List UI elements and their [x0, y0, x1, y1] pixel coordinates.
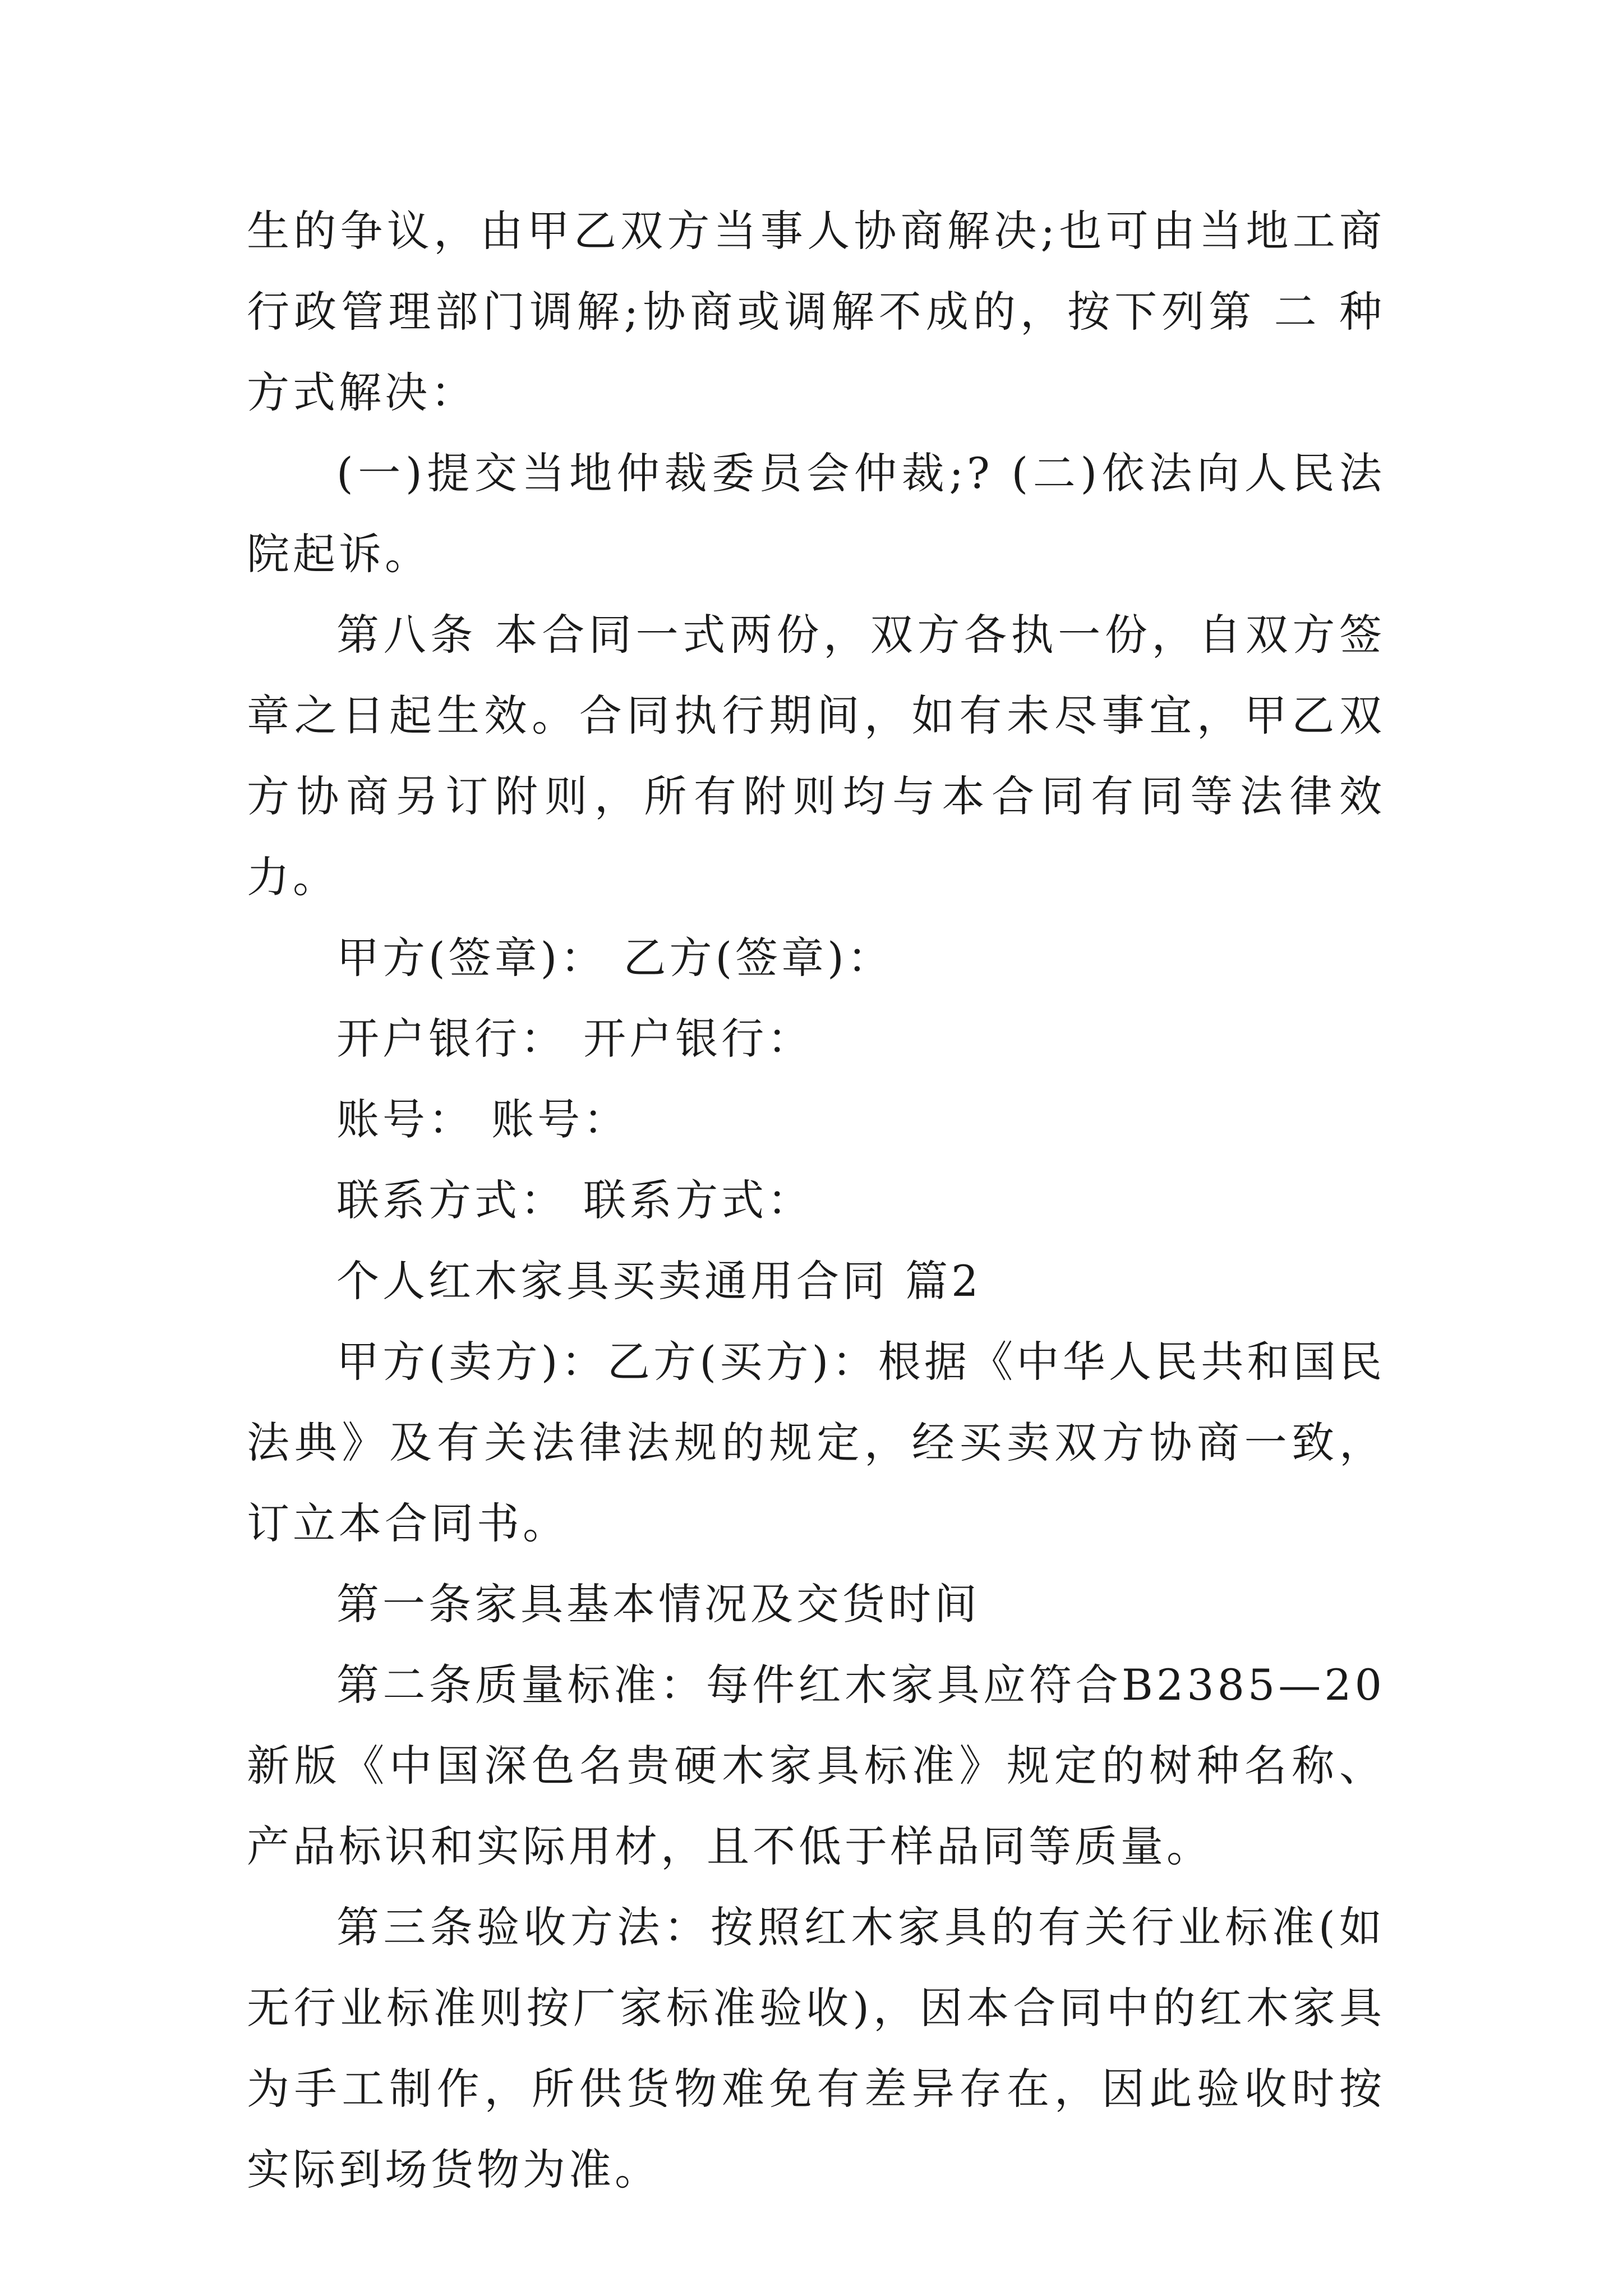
paragraph-arbitration-options: (一)提交当地仲裁委员会仲裁;? (二)依法向人民法院起诉。 — [247, 448, 1385, 579]
paragraph-parties-preamble: 甲方(卖方)：乙方(买方)：根据《中华人民共和国民法典》及有关法律法规的规定，经买卖双方协商一致，订立本合同书。 — [247, 1337, 1385, 1548]
bank-line: 开户银行： 开户银行： — [336, 1014, 814, 1064]
account-line: 账号： 账号： — [336, 1094, 630, 1144]
contact-line: 联系方式： 联系方式： — [336, 1175, 814, 1225]
paragraph-article-1: 第一条家具基本情况及交货时间 — [336, 1579, 980, 1629]
signature-line: 甲方(签章)： 乙方(签章)： — [336, 933, 893, 983]
paragraph-dispute-resolution: 生的争议，由甲乙双方当事人协商解决;也可由当地工商行政管理部门调解;协商或调解不成的，按下列第 二 种方式解决： — [247, 206, 1385, 417]
paragraph-article-2: 第二条质量标准：每件红木家具应符合B2385—20新版《中国深色名贵硬木家具标准》规定的树种名称、产品标识和实际用材，且不低于样品同等质量。 — [247, 1660, 1385, 1871]
document-body — [247, 191, 1385, 2210]
section-title: 个人红木家具买卖通用合同 篇2 — [336, 1256, 982, 1306]
paragraph-article-3: 第三条验收方法：按照红木家具的有关行业标准(如无行业标准则按厂家标准验收)，因本合同中的红木家具为手工制作，所供货物难免有差异存在，因此验收时按实际到场货物为准。 — [247, 1902, 1385, 2194]
paragraph-article-8: 第八条 本合同一式两份，双方各执一份，自双方签章之日起生效。合同执行期间，如有未尽事宜，甲乙双方协商另订附则，所有附则均与本合同有同等法律效力。 — [247, 610, 1385, 902]
